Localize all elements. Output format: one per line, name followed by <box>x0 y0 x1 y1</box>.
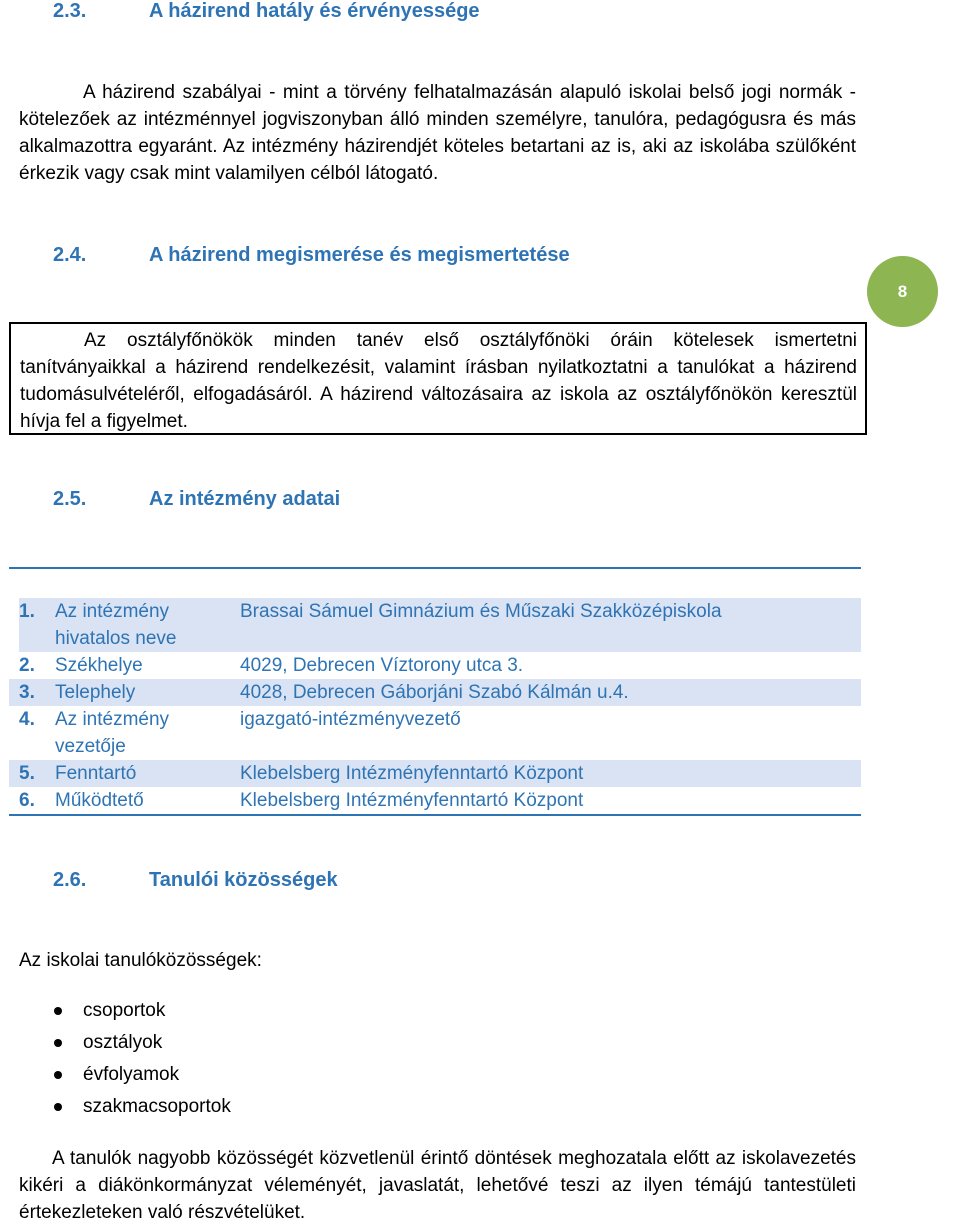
bullet-icon <box>54 1103 62 1111</box>
section-heading-2-5 <box>53 488 340 511</box>
row-value: 4029, Debrecen Víztorony utca 3. <box>240 655 524 676</box>
section-title: A házirend megismerése és megismertetése <box>149 244 570 266</box>
row-value: Klebelsberg Intézményfenntartó Központ <box>240 760 861 787</box>
section-number: 2.3. <box>53 0 87 22</box>
page-number-badge: 8 <box>867 256 938 327</box>
row-number: 1. <box>9 568 55 652</box>
row-number: 5. <box>9 760 55 787</box>
row-number: 3. <box>9 679 55 706</box>
list-item: szakmacsoportok <box>54 1091 231 1123</box>
row-label: Működtető <box>55 787 240 815</box>
list-item: évfolyamok <box>54 1059 231 1091</box>
row-number: 6. <box>9 787 55 815</box>
section-number: 2.6. <box>53 869 87 891</box>
paragraph-decisions: A tanulók nagyobb közösségét közvetlenül érintő döntések meghozatala előtt az iskolavezetés kikéri a diákönkormányzat véleményét, javaslatát, lehetővé teszi az ilyen témájú tantestületi értekezleteken való részvételüket. <box>19 1148 856 1223</box>
table-row <box>9 679 861 706</box>
row-number: 2. <box>19 655 35 676</box>
community-list <box>54 995 231 1123</box>
section-title: Az intézmény adatai <box>149 488 341 510</box>
row-number: 4. <box>19 709 35 730</box>
section-heading-2-3 <box>53 0 480 23</box>
row-label: Fenntartó <box>55 760 240 787</box>
row-label: Székhelye <box>55 655 143 676</box>
row-label: Az intézmény vezetője <box>55 709 170 757</box>
list-intro: Az iskolai tanulóközösségek: <box>19 950 262 971</box>
row-value: Brassai Sámuel Gimnázium és Műszaki Szakközépiskola <box>240 568 861 652</box>
table-row <box>9 706 861 760</box>
bullet-icon <box>54 1071 62 1079</box>
bullet-icon <box>54 1007 62 1015</box>
table-row <box>9 760 861 787</box>
section-title: A házirend hatály és érvényessége <box>149 0 480 22</box>
institution-data-table <box>9 567 861 816</box>
row-value: Klebelsberg Intézményfenntartó Központ <box>240 787 861 815</box>
paragraph-awareness: Az osztályfőnökök minden tanév első osztályfőnöki óráin kötelesek ismertetni tanítványaikkal a házirend rendelkezésit, valamint írásban nyilatkoztatni a tanulókat a házirend tudomásulvételéről, elfogadásáról. A házirend változásaira az iskola az osztályfőnökön keresztül hívja fel a figyelmet. <box>20 330 857 432</box>
row-value: 4028, Debrecen Gáborjáni Szabó Kálmán u.4. <box>240 679 861 706</box>
section-heading-2-4 <box>53 244 570 267</box>
row-label: Telephely <box>55 679 240 706</box>
table-row <box>9 568 861 652</box>
row-label: Az intézmény hivatalos neve <box>55 568 240 652</box>
table-row <box>9 787 861 815</box>
list-item: osztályok <box>54 1027 231 1059</box>
section-number: 2.4. <box>53 244 87 266</box>
paragraph-scope: A házirend szabályai - mint a törvény felhatalmazásán alapuló iskolai belső jogi normák - kötelezőek az intézménnyel jogviszonyban álló minden személyre, tanulóra, pedagógusra és más alkalmazottra egyaránt. Az intézmény házirendjét köteles betartani az is, aki az iskolába szülőként érkezik vagy csak mint valamilyen célból látogató. <box>19 82 856 184</box>
section-title: Tanulói közösségek <box>149 869 338 891</box>
boxed-paragraph <box>9 322 867 435</box>
section-number: 2.5. <box>53 488 87 510</box>
table-row <box>9 652 861 679</box>
section-heading-2-6 <box>53 869 338 892</box>
row-value: igazgató-intézményvezető <box>240 709 461 730</box>
list-item: csoportok <box>54 995 231 1027</box>
bullet-icon <box>54 1039 62 1047</box>
